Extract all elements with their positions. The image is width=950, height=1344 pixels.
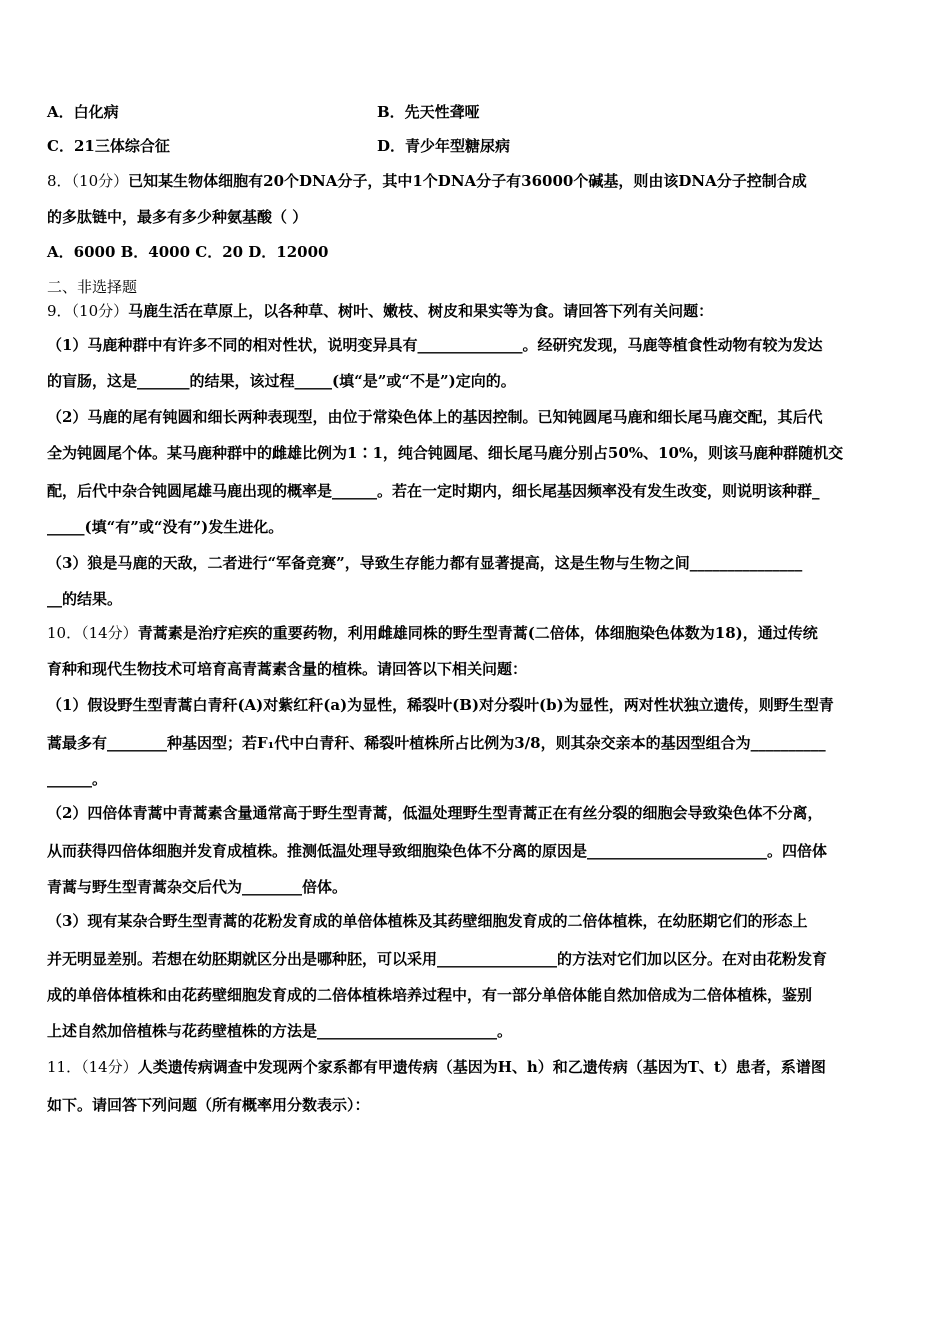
q10-line-10: 并无明显差别。若想在幼胚期就区分出是哪种胚，可以采用________________的方法对它们加以区分。在对由花粉发育 — [47, 950, 828, 968]
q9-line-4: （2）马鹿的尾有钝圆和细长两种表现型，由位于常染色体上的基因控制。已知钝圆尾马鹿和细长尾马鹿交配，其后代 — [47, 408, 823, 426]
option-b: B．先天性聋哑 — [377, 103, 480, 121]
q10-line-11: 成的单倍体植株和由花药壁细胞发育成的二倍体植株培养过程中，有一部分单倍体能自然加倍成为二倍体植株，鉴别 — [47, 986, 813, 1004]
q10-line-2: 育种和现代生物技术可培育高青蒿素含量的植株。请回答以下相关问题： — [47, 660, 528, 678]
q10-number: 10．（14分） — [47, 624, 138, 642]
q9-line-6: 配，后代中杂合钝圆尾雄马鹿出现的概率是______。若在一定时期内，细长尾基因频率没有发生改变，则说明该种群_ — [47, 482, 820, 500]
q11-line-2: 如下。请回答下列问题（所有概率用分数表示）： — [47, 1096, 370, 1114]
q10-line-1 — [47, 623, 818, 643]
q10-line-9: （3）现有某杂合野生型青蒿的花粉发育成的单倍体植株及其药壁细胞发育成的二倍体植株，在幼胚期它们的形态上 — [47, 912, 808, 930]
q10-text: 青蒿素是治疗疟疾的重要药物，利用雌雄同株的野生型青蒿(二倍体，体细胞染色体数为18)，通过传统 — [137, 624, 818, 642]
q10-line-6: （2）四倍体青蒿中青蒿素含量通常高于野生型青蒿，低温处理野生型青蒿正在有丝分裂的细胞会导致染色体不分离， — [47, 804, 823, 822]
q9-line-8: （3）狼是马鹿的天敌，二者进行“军备竞赛”，导致生存能力都有显著提高，这是生物与生物之间_______________ — [47, 554, 803, 572]
q9-line-7: _____(填“有”或“没有”)发生进化。 — [47, 518, 284, 536]
q8-options: A．6000 B．4000 C．20 D．12000 — [47, 243, 329, 261]
q9-line-2: （1）马鹿种群中有许多不同的相对性状，说明变异具有______________。经研究发现，马鹿等植食性动物有较为发达 — [47, 336, 823, 354]
option-c: C．21三体综合征 — [47, 137, 170, 155]
q9-text: 马鹿生活在草原上，以各种草、树叶、嫩枝、树皮和果实等为食。请回答下列有关问题： — [128, 302, 714, 320]
q9-number: 9．（10分） — [47, 302, 129, 320]
q10-line-4: 蒿最多有________种基因型；若F₁代中白青秆、稀裂叶植株所占比例为3/8，则其杂交亲本的基因型组合为__________ — [47, 734, 826, 752]
q10-line-3: （1）假设野生型青蒿白青秆(A)对紫红秆(a)为显性，稀裂叶(B)对分裂叶(b)为显性，两对性状独立遗传，则野生型青 — [47, 696, 834, 714]
q10-line-8: 青蒿与野生型青蒿杂交后代为________倍体。 — [47, 878, 348, 896]
q8-stem-line-1 — [47, 171, 807, 191]
q11-text: 人类遗传病调查中发现两个家系都有甲遗传病（基因为H、h）和乙遗传病（基因为T、t）患者，系谱图 — [137, 1058, 826, 1076]
q8-text: 已知某生物体细胞有20个DNA分子，其中1个DNA分子有36000个碱基，则由该DNA分子控制合成 — [128, 172, 807, 190]
q10-line-12: 上述自然加倍植株与花药壁植株的方法是________________________。 — [47, 1022, 513, 1040]
q8-number: 8．（10分） — [47, 172, 129, 190]
q11-line-1 — [47, 1057, 826, 1077]
q10-line-7: 从而获得四倍体细胞并发育成植株。推测低温处理导致细胞染色体不分离的原因是________________________。四倍体 — [47, 842, 828, 860]
q9-line-1 — [47, 301, 713, 321]
q11-number: 11．（14分） — [47, 1058, 138, 1076]
q9-line-3: 的盲肠，这是_______的结果，该过程_____(填“是”或“不是”)定向的。 — [47, 372, 516, 390]
section-heading: 二、非选择题 — [47, 278, 138, 296]
option-a: A．白化病 — [47, 103, 119, 121]
option-d: D．青少年型糖尿病 — [377, 137, 511, 155]
q9-line-9: __的结果。 — [47, 590, 123, 608]
q9-line-5: 全为钝圆尾个体。某马鹿种群中的雌雄比例为1∶1，纯合钝圆尾、细长尾马鹿分别占50%、10%，则该马鹿种群随机交 — [47, 444, 844, 462]
q8-stem-line-2: 的多肽链中，最多有多少种氨基酸（ ） — [47, 208, 308, 226]
q10-line-5: ______。 — [47, 770, 108, 788]
